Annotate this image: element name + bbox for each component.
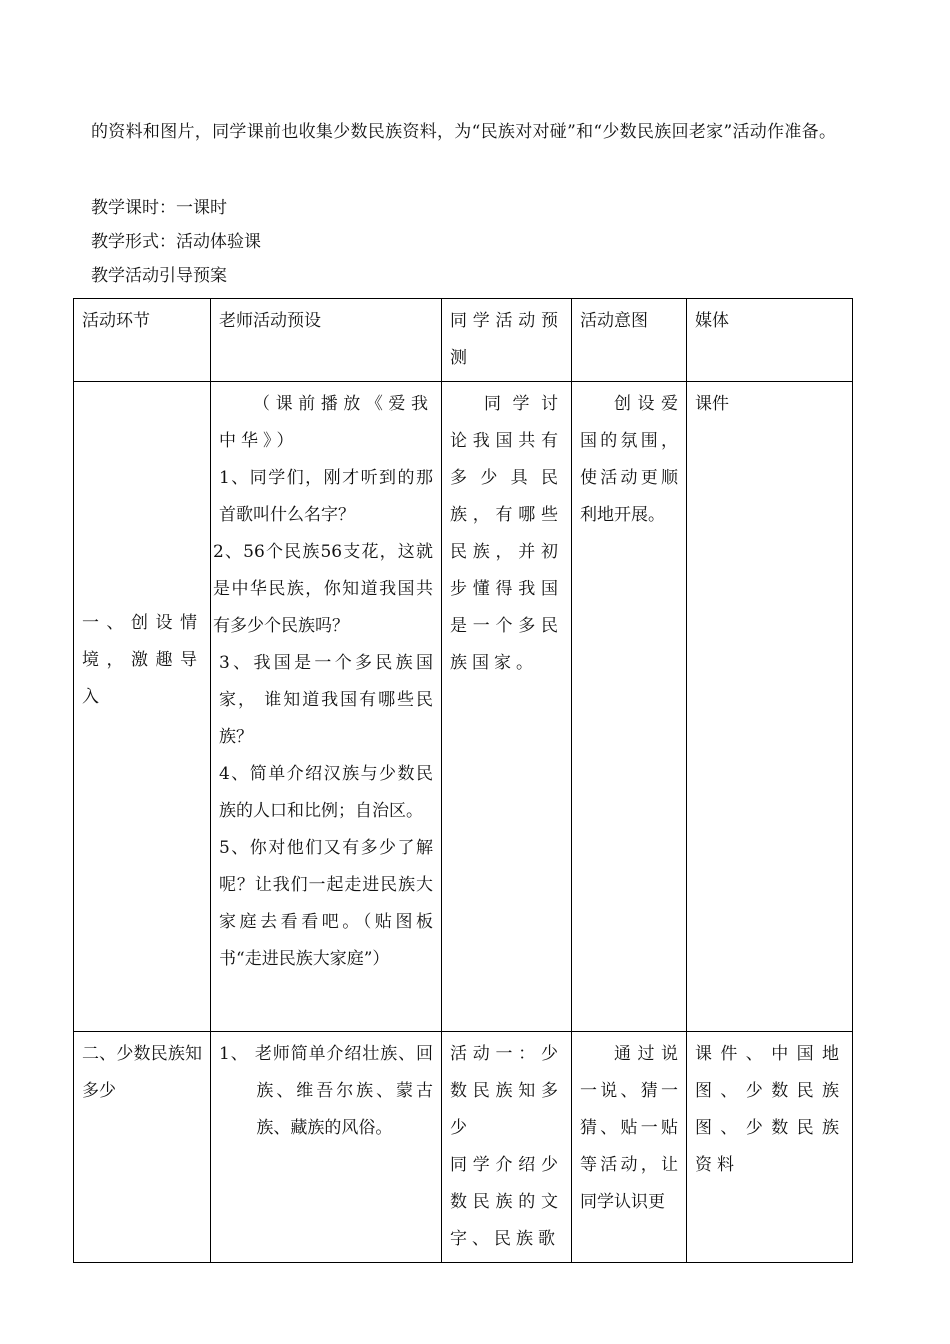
teaching-plan-table — [73, 298, 853, 1263]
table-row — [74, 382, 853, 1032]
teacher-line: 3、我国是一个多民族国家， 谁知道我国有哪些民族？ — [219, 653, 433, 747]
media-cell: 课件、中国地图、少数民族图、少数民族资料 — [687, 1032, 853, 1263]
student-cell — [442, 1032, 572, 1263]
header-stage: 活动环节 — [74, 299, 211, 382]
student-cell: 同学讨论我国共有多少具民族，有哪些民族，并初步懂得我国是一个多民族国家。 — [442, 382, 572, 1032]
teacher-line: 2、56个民族56支花，这就是中华民族，你知道我国共有多少个民族吗？ — [213, 542, 433, 636]
table-row — [74, 1032, 853, 1263]
teacher-cell — [211, 382, 442, 1032]
intro-paragraph: 的资料和图片，同学课前也收集少数民族资料，为“民族对对碰”和“少数民族回老家”活动作准备。 — [91, 122, 837, 142]
header-teacher: 老师活动预设 — [211, 299, 442, 382]
header-media: 媒体 — [687, 299, 853, 382]
intent-cell: 创设爱国的氛围，使活动更顺利地开展。 — [572, 382, 687, 1032]
teacher-line: 1、同学们，刚才听到的那首歌叫什么名字？ — [219, 468, 433, 525]
teacher-line: （课前播放《爱我中华》） — [219, 394, 433, 451]
teacher-line: 4、简单介绍汉族与少数民族的人口和比例；自治区。 — [219, 764, 433, 821]
class-form-line: 教学形式：活动体验课 — [91, 232, 261, 252]
student-line: 活动一：少数民族知多少 — [450, 1044, 563, 1138]
student-line: 同学介绍少数民族的文字、民族歌 — [450, 1155, 563, 1249]
media-cell: 课件 — [687, 382, 853, 1032]
header-student: 同学活动预测 — [442, 299, 572, 382]
teacher-cell — [211, 1032, 442, 1263]
table-header-row — [74, 299, 853, 382]
stage-cell: 二、少数民族知多少 — [74, 1032, 211, 1263]
intent-cell: 通过说一说、猜一猜、贴一贴等活动，让同学认识更 — [572, 1032, 687, 1263]
class-hours-line: 教学课时：一课时 — [91, 198, 227, 218]
header-intent: 活动意图 — [572, 299, 687, 382]
plan-title: 教学活动引导预案 — [91, 266, 227, 286]
teacher-line: 1、 老师简单介绍壮族、回族、维吾尔族、蒙古族、藏族的风俗。 — [219, 1044, 433, 1138]
teacher-line: 5、你对他们又有多少了解呢？让我们一起走进民族大家庭去看看吧。（贴图板书“走进民族大家庭”） — [219, 838, 433, 969]
stage-cell: 一、创设情境，激趣导入 — [74, 382, 211, 1032]
